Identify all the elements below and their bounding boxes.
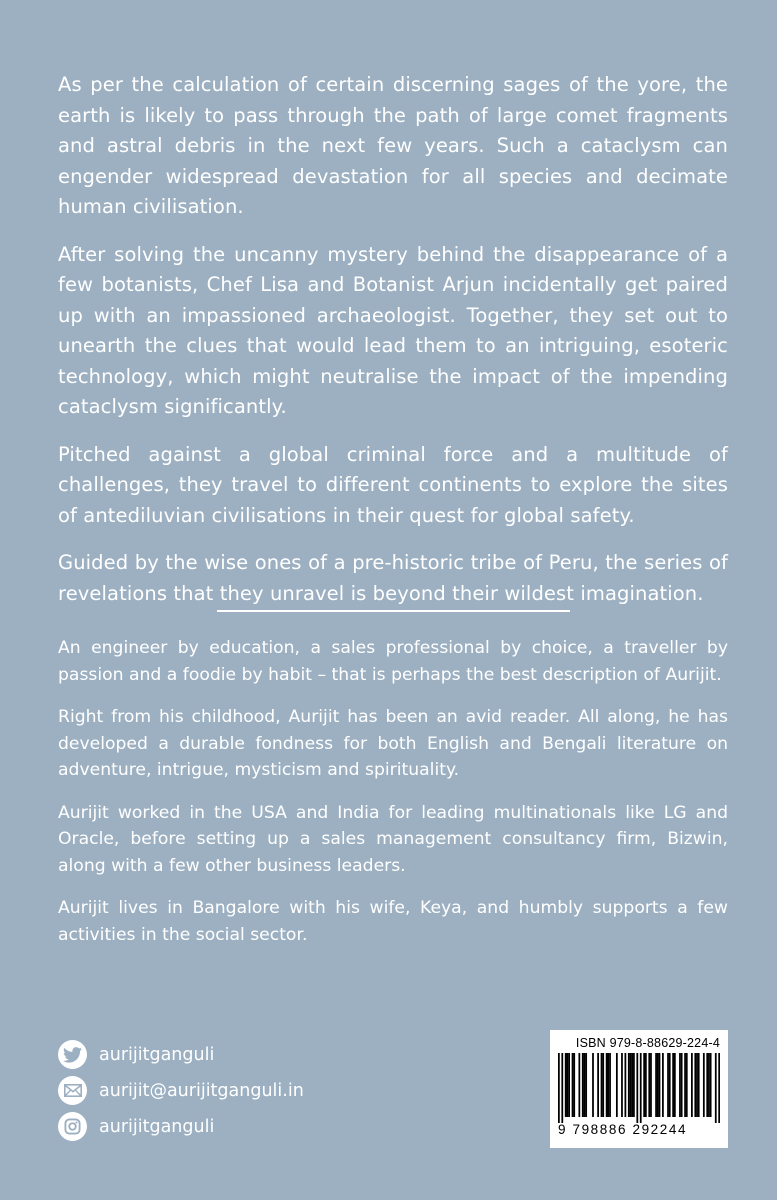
barcode-bar <box>718 1053 720 1123</box>
bio-paragraph: An engineer by education, a sales professional by choice, a traveller by passion and a foodie by habit – that is perhaps the best description of Aurijit. <box>58 638 728 685</box>
barcode-bar <box>648 1053 650 1117</box>
twitter-contact <box>58 1040 304 1069</box>
barcode-bar <box>597 1053 599 1117</box>
barcode-bar <box>616 1053 618 1117</box>
barcode-bar <box>659 1053 661 1117</box>
barcode-bar <box>609 1053 611 1117</box>
barcode-bar <box>602 1053 604 1117</box>
barcode-bar <box>565 1053 567 1117</box>
barcode-bar <box>655 1053 657 1117</box>
barcode-bar <box>669 1053 671 1117</box>
barcode-bar <box>674 1053 676 1117</box>
bio-paragraph: Aurijit lives in Bangalore with his wife, Keya, and humbly supports a few activities in the social sector. <box>58 898 728 945</box>
book-blurb <box>58 70 728 626</box>
blurb-paragraph: Guided by the wise ones of a pre-historic tribe of Peru, the series of revelations that they unravel is beyond their wildest imagination. <box>58 551 728 605</box>
isbn-label: ISBN 979-8-88629-224-4 <box>575 1036 720 1050</box>
barcode-bar <box>643 1053 645 1117</box>
blurb-paragraph: As per the calculation of certain discerning sages of the yore, the earth is likely to pass through the path of large comet fragments and astral debris in the next few years. Such a cataclysm can engender widespread devastation for all species and decimate human civilisation. <box>58 73 728 218</box>
twitter-handle[interactable]: aurijitganguli <box>99 1044 215 1065</box>
section-divider <box>217 610 570 612</box>
barcode-bar <box>706 1053 708 1117</box>
blurb-paragraph: After solving the uncanny mystery behind the disappearance of a few botanists, Chef Lisa and Botanist Arjun incidentally get paired up with an impassioned archaeologist. Together, they set out to unearth the clues that would lead them to an intriguing, esoteric technology, which might neutralise the impact of the impending cataclysm significantly. <box>58 242 728 418</box>
barcode-bar <box>691 1053 693 1117</box>
barcode-bar <box>650 1053 652 1117</box>
barcode-bar <box>585 1053 587 1117</box>
barcode-bar <box>684 1053 686 1117</box>
barcode-bar <box>628 1053 630 1117</box>
barcode-bar <box>573 1053 575 1117</box>
barcode-bar <box>657 1053 659 1117</box>
email-contact <box>58 1076 304 1105</box>
ean-digits: 9 798886 292244 <box>558 1122 688 1137</box>
barcode-bar <box>631 1053 633 1117</box>
isbn-barcode <box>550 1030 728 1148</box>
barcode-bars <box>558 1053 720 1123</box>
barcode-bar <box>636 1053 638 1123</box>
author-bio <box>58 635 728 964</box>
barcode-bar <box>667 1053 669 1117</box>
instagram-icon <box>58 1112 87 1141</box>
barcode-bar <box>601 1053 603 1117</box>
barcode-bar <box>561 1053 563 1123</box>
barcode-bar <box>625 1053 627 1117</box>
barcode-bar <box>567 1053 569 1117</box>
barcode-bar <box>578 1053 580 1117</box>
barcode-bar <box>582 1053 584 1117</box>
barcode-bar <box>630 1053 632 1117</box>
barcode-bar <box>703 1053 705 1117</box>
barcode-bar <box>672 1053 674 1117</box>
barcode-bar <box>633 1053 635 1117</box>
bio-paragraph: Aurijit worked in the USA and India for leading multinationals like LG and Oracle, before setting up a sales management consultancy firm, Bizwin, along with a few other business leaders. <box>58 802 728 876</box>
barcode-bar <box>606 1053 608 1117</box>
barcode-bar <box>686 1053 688 1117</box>
bio-paragraph: Right from his childhood, Aurijit has been an avid reader. All along, he has developed a durable fondness for both English and Bengali literature on adventure, intrigue, mysticism and spirituality. <box>58 707 728 780</box>
barcode-bar <box>558 1053 560 1123</box>
blurb-paragraph: Pitched against a global criminal force and a multitude of challenges, they travel to different continents to explore the sites of antediluvian civilisations in their quest for global safety. <box>58 442 728 527</box>
barcode-bar <box>621 1053 623 1117</box>
instagram-contact <box>58 1112 304 1141</box>
barcode-bar <box>662 1053 664 1117</box>
barcode-bar <box>640 1053 642 1123</box>
barcode-bar <box>694 1053 696 1117</box>
barcode-bar <box>696 1053 698 1117</box>
barcode-bar <box>708 1053 710 1117</box>
barcode-bar <box>679 1053 681 1117</box>
barcode-bar <box>710 1053 712 1117</box>
barcode-bar <box>698 1053 700 1117</box>
instagram-handle[interactable]: aurijitganguli <box>99 1116 215 1137</box>
email-address[interactable]: aurijit@aurijitganguli.in <box>99 1080 304 1101</box>
barcode-bar <box>715 1053 717 1123</box>
mail-icon <box>58 1076 87 1105</box>
barcode-bar <box>645 1053 647 1117</box>
barcode-bar <box>568 1053 570 1117</box>
author-contacts <box>58 1040 304 1148</box>
twitter-icon <box>58 1040 87 1069</box>
barcode-bar <box>607 1053 609 1117</box>
barcode-bar <box>592 1053 594 1117</box>
barcode-bar <box>681 1053 683 1117</box>
barcode-bar <box>584 1053 586 1117</box>
barcode-bar <box>572 1053 574 1117</box>
